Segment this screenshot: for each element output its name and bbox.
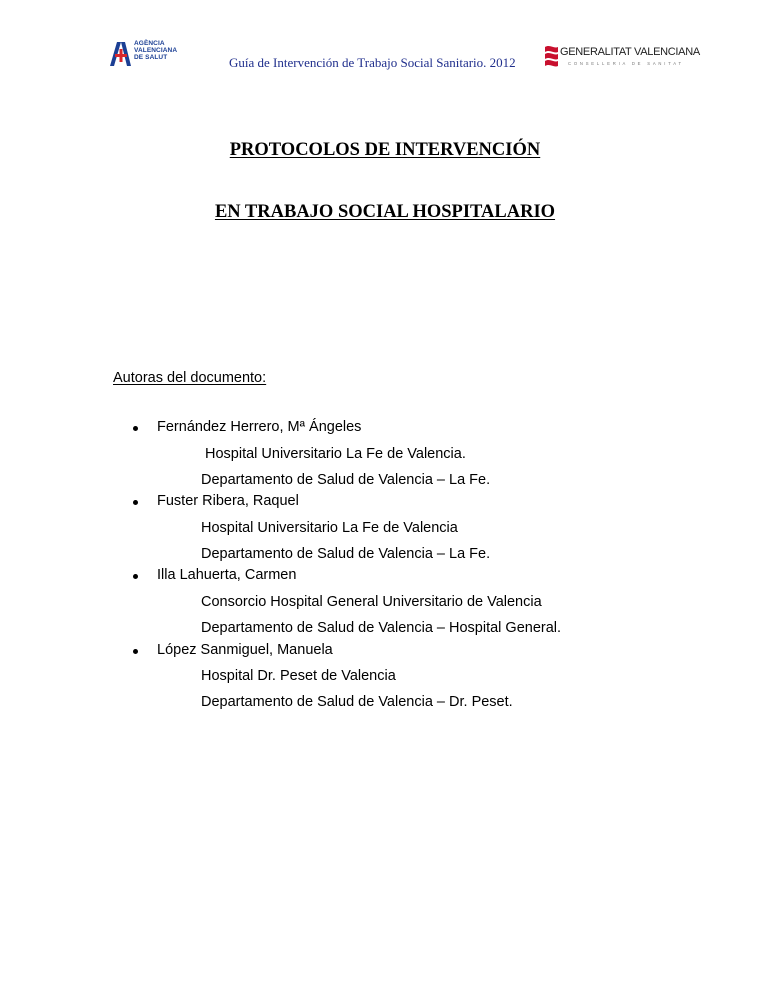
running-header-title: Guía de Intervención de Trabajo Social Sanitario. 2012 <box>229 55 516 70</box>
author-department: Departamento de Salud de Valencia – Hospital General. <box>201 620 562 636</box>
agencia-logo-line: DE SALUT <box>134 54 168 61</box>
bullet-icon <box>133 500 138 505</box>
generalitat-valenciana-logo <box>542 44 700 72</box>
agencia-valenciana-de-salut-logo <box>108 40 178 70</box>
document-title-line-1: PROTOCOLOS DE INTERVENCIÓN <box>229 140 541 160</box>
generalitat-logo-subtitle: CONSELLERIA DE SANITAT <box>568 61 684 66</box>
generalitat-logo-name: GENERALITAT VALENCIANA <box>560 46 700 58</box>
document-title-line-2: EN TRABAJO SOCIAL HOSPITALARIO <box>214 202 556 222</box>
generalitat-valenciana-logo-icon <box>542 44 562 70</box>
authors-heading: Autoras del documento: <box>113 370 267 386</box>
agencia-logo-text <box>134 40 177 61</box>
author-department: Departamento de Salud de Valencia – La Fe. <box>201 546 491 562</box>
author-name: Fernández Herrero, Mª Ángeles <box>157 419 362 435</box>
author-name: Fuster Ribera, Raquel <box>157 493 299 509</box>
agencia-logo-line: VALENCIANA <box>134 47 178 54</box>
author-hospital: Hospital Universitario La Fe de Valencia. <box>205 446 466 462</box>
author-department: Departamento de Salud de Valencia – La Fe. <box>201 472 491 488</box>
bullet-icon <box>133 574 138 579</box>
author-name: López Sanmiguel, Manuela <box>157 642 333 658</box>
author-hospital: Hospital Universitario La Fe de Valencia <box>201 520 458 536</box>
author-hospital: Consorcio Hospital General Universitario de Valencia <box>201 594 542 610</box>
author-name: Illa Lahuerta, Carmen <box>157 567 297 583</box>
agencia-valenciana-de-salut-logo-icon <box>108 40 132 68</box>
author-hospital: Hospital Dr. Peset de Valencia <box>201 668 396 684</box>
agencia-logo-line: AGÈNCIA <box>134 40 165 47</box>
bullet-icon <box>133 649 138 654</box>
author-department: Departamento de Salud de Valencia – Dr. Peset. <box>201 694 513 710</box>
bullet-icon <box>133 426 138 431</box>
